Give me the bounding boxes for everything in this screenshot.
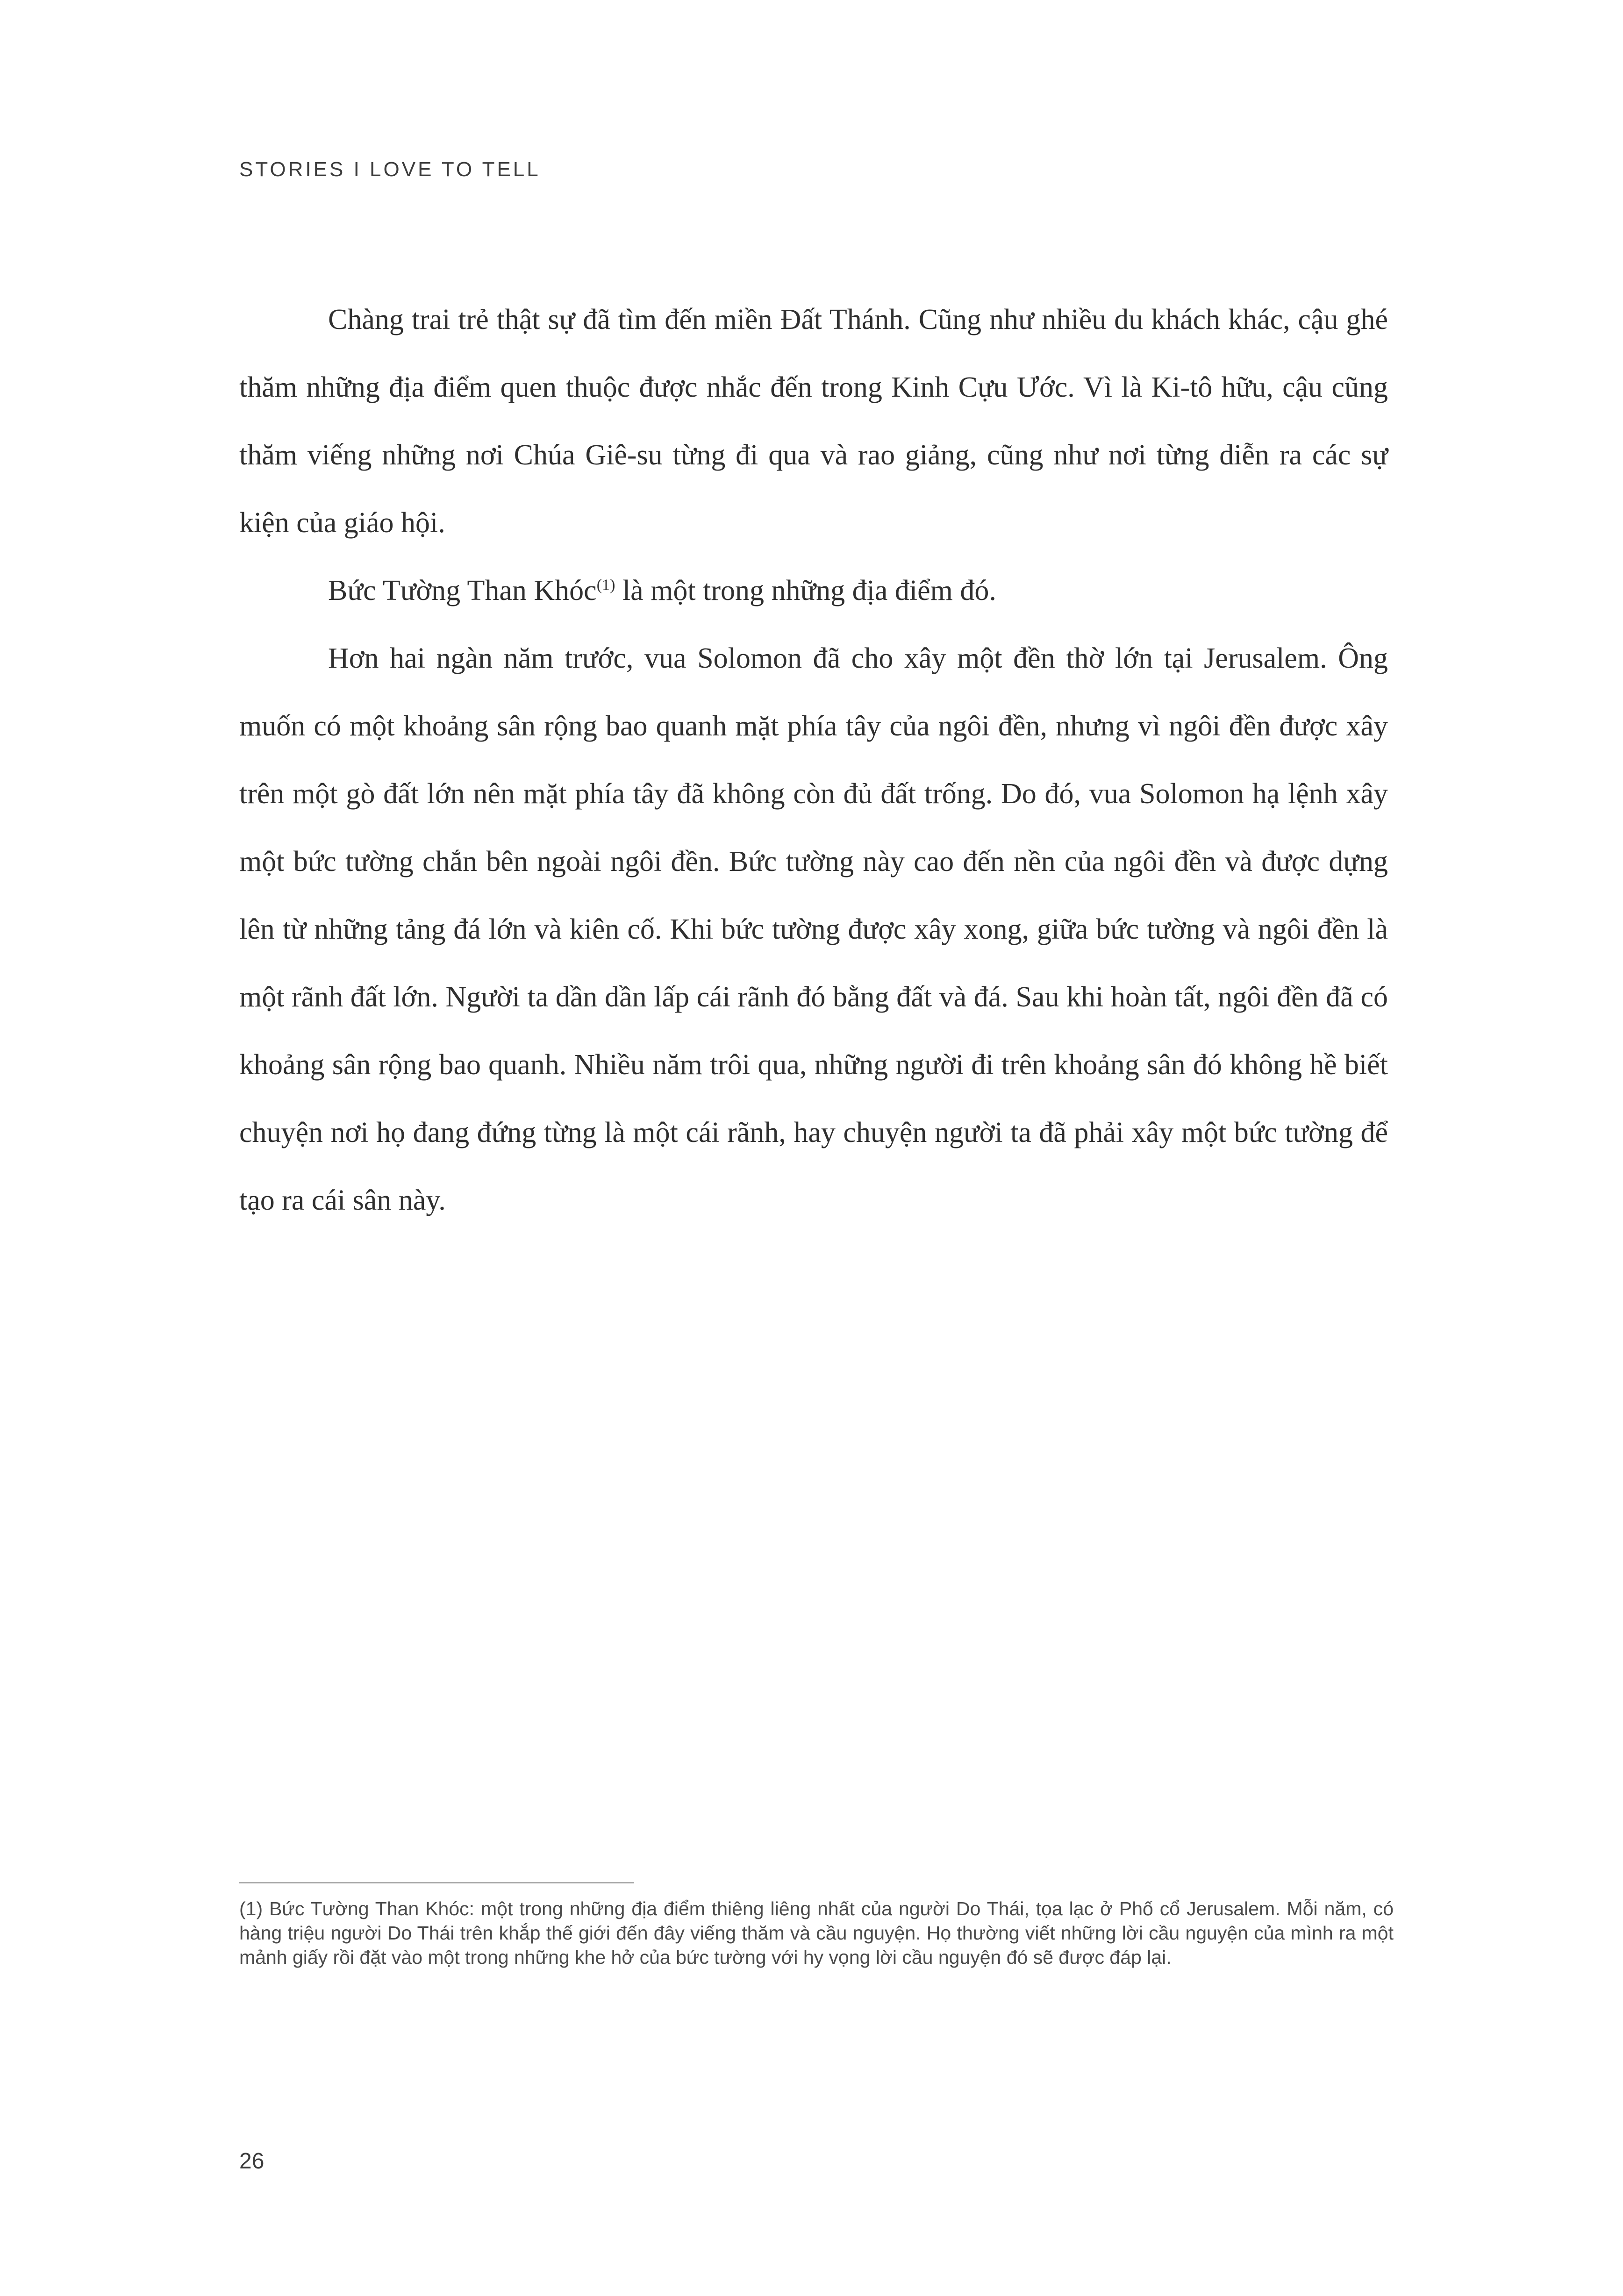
paragraph: Hơn hai ngàn năm trước, vua Solomon đã cho xây một đền thờ lớn tại Jerusalem. Ông muốn có một khoảng sân rộng bao quanh mặt phía tây của ngôi đền, nhưng vì ngôi đền được xây trên một gò đất lớn nên mặt phía tây đã không còn đủ đất trống. Do đó, vua Solomon hạ lệnh xây một bức tường chắn bên ngoài ngôi đền. Bức tường này cao đến nền của ngôi đền và được dựng lên từ những tảng đá lớn và kiên cố. Khi bức tường được xây xong, giữa bức tường và ngôi đền là một rãnh đất lớn. Người ta dần dần lấp cái rãnh đó bằng đất và đá. Sau khi hoàn tất, ngôi đền đã có khoảng sân rộng bao quanh. Nhiều năm trôi qua, những người đi trên khoảng sân đó không hề biết chuyện nơi họ đang đứng từng là một cái rãnh, hay chuyện người ta đã phải xây một bức tường để tạo ra cái sân này. (239, 642, 1388, 1216)
paragraph-text: Bức Tường Than Khóc (328, 575, 597, 606)
running-header: STORIES I LOVE TO TELL (239, 158, 541, 181)
footnote-block (239, 1882, 1394, 1969)
paragraph-text: là một trong những địa điểm đó. (615, 575, 996, 606)
footnote-text: (1) Bức Tường Than Khóc: một trong những địa điểm thiêng liêng nhất của người Do Thái, tọa lạc ở Phố cổ Jerusalem. Mỗi năm, có hàng triệu người Do Thái trên khắp thế giới đến đây viếng thăm và cầu nguyện. Họ thường viết những lời cầu nguyện của mình ra một mảnh giấy rồi đặt vào một trong những khe hở của bức tường với hy vọng lời cầu nguyện đó sẽ được đáp lại. (239, 1898, 1394, 1968)
footnote-reference: (1) (596, 576, 615, 594)
body-text (239, 286, 1388, 1234)
page-number: 26 (239, 2149, 265, 2174)
paragraph (239, 557, 1388, 625)
paragraph: Chàng trai trẻ thật sự đã tìm đến miền Đất Thánh. Cũng như nhiều du khách khác, cậu ghé thăm những địa điểm quen thuộc được nhắc đến trong Kinh Cựu Ước. Vì là Ki-tô hữu, cậu cũng thăm viếng những nơi Chúa Giê-su từng đi qua và rao giảng, cũng như nơi từng diễn ra các sự kiện của giáo hội. (239, 304, 1388, 539)
footnote-separator-rule (239, 1882, 634, 1883)
